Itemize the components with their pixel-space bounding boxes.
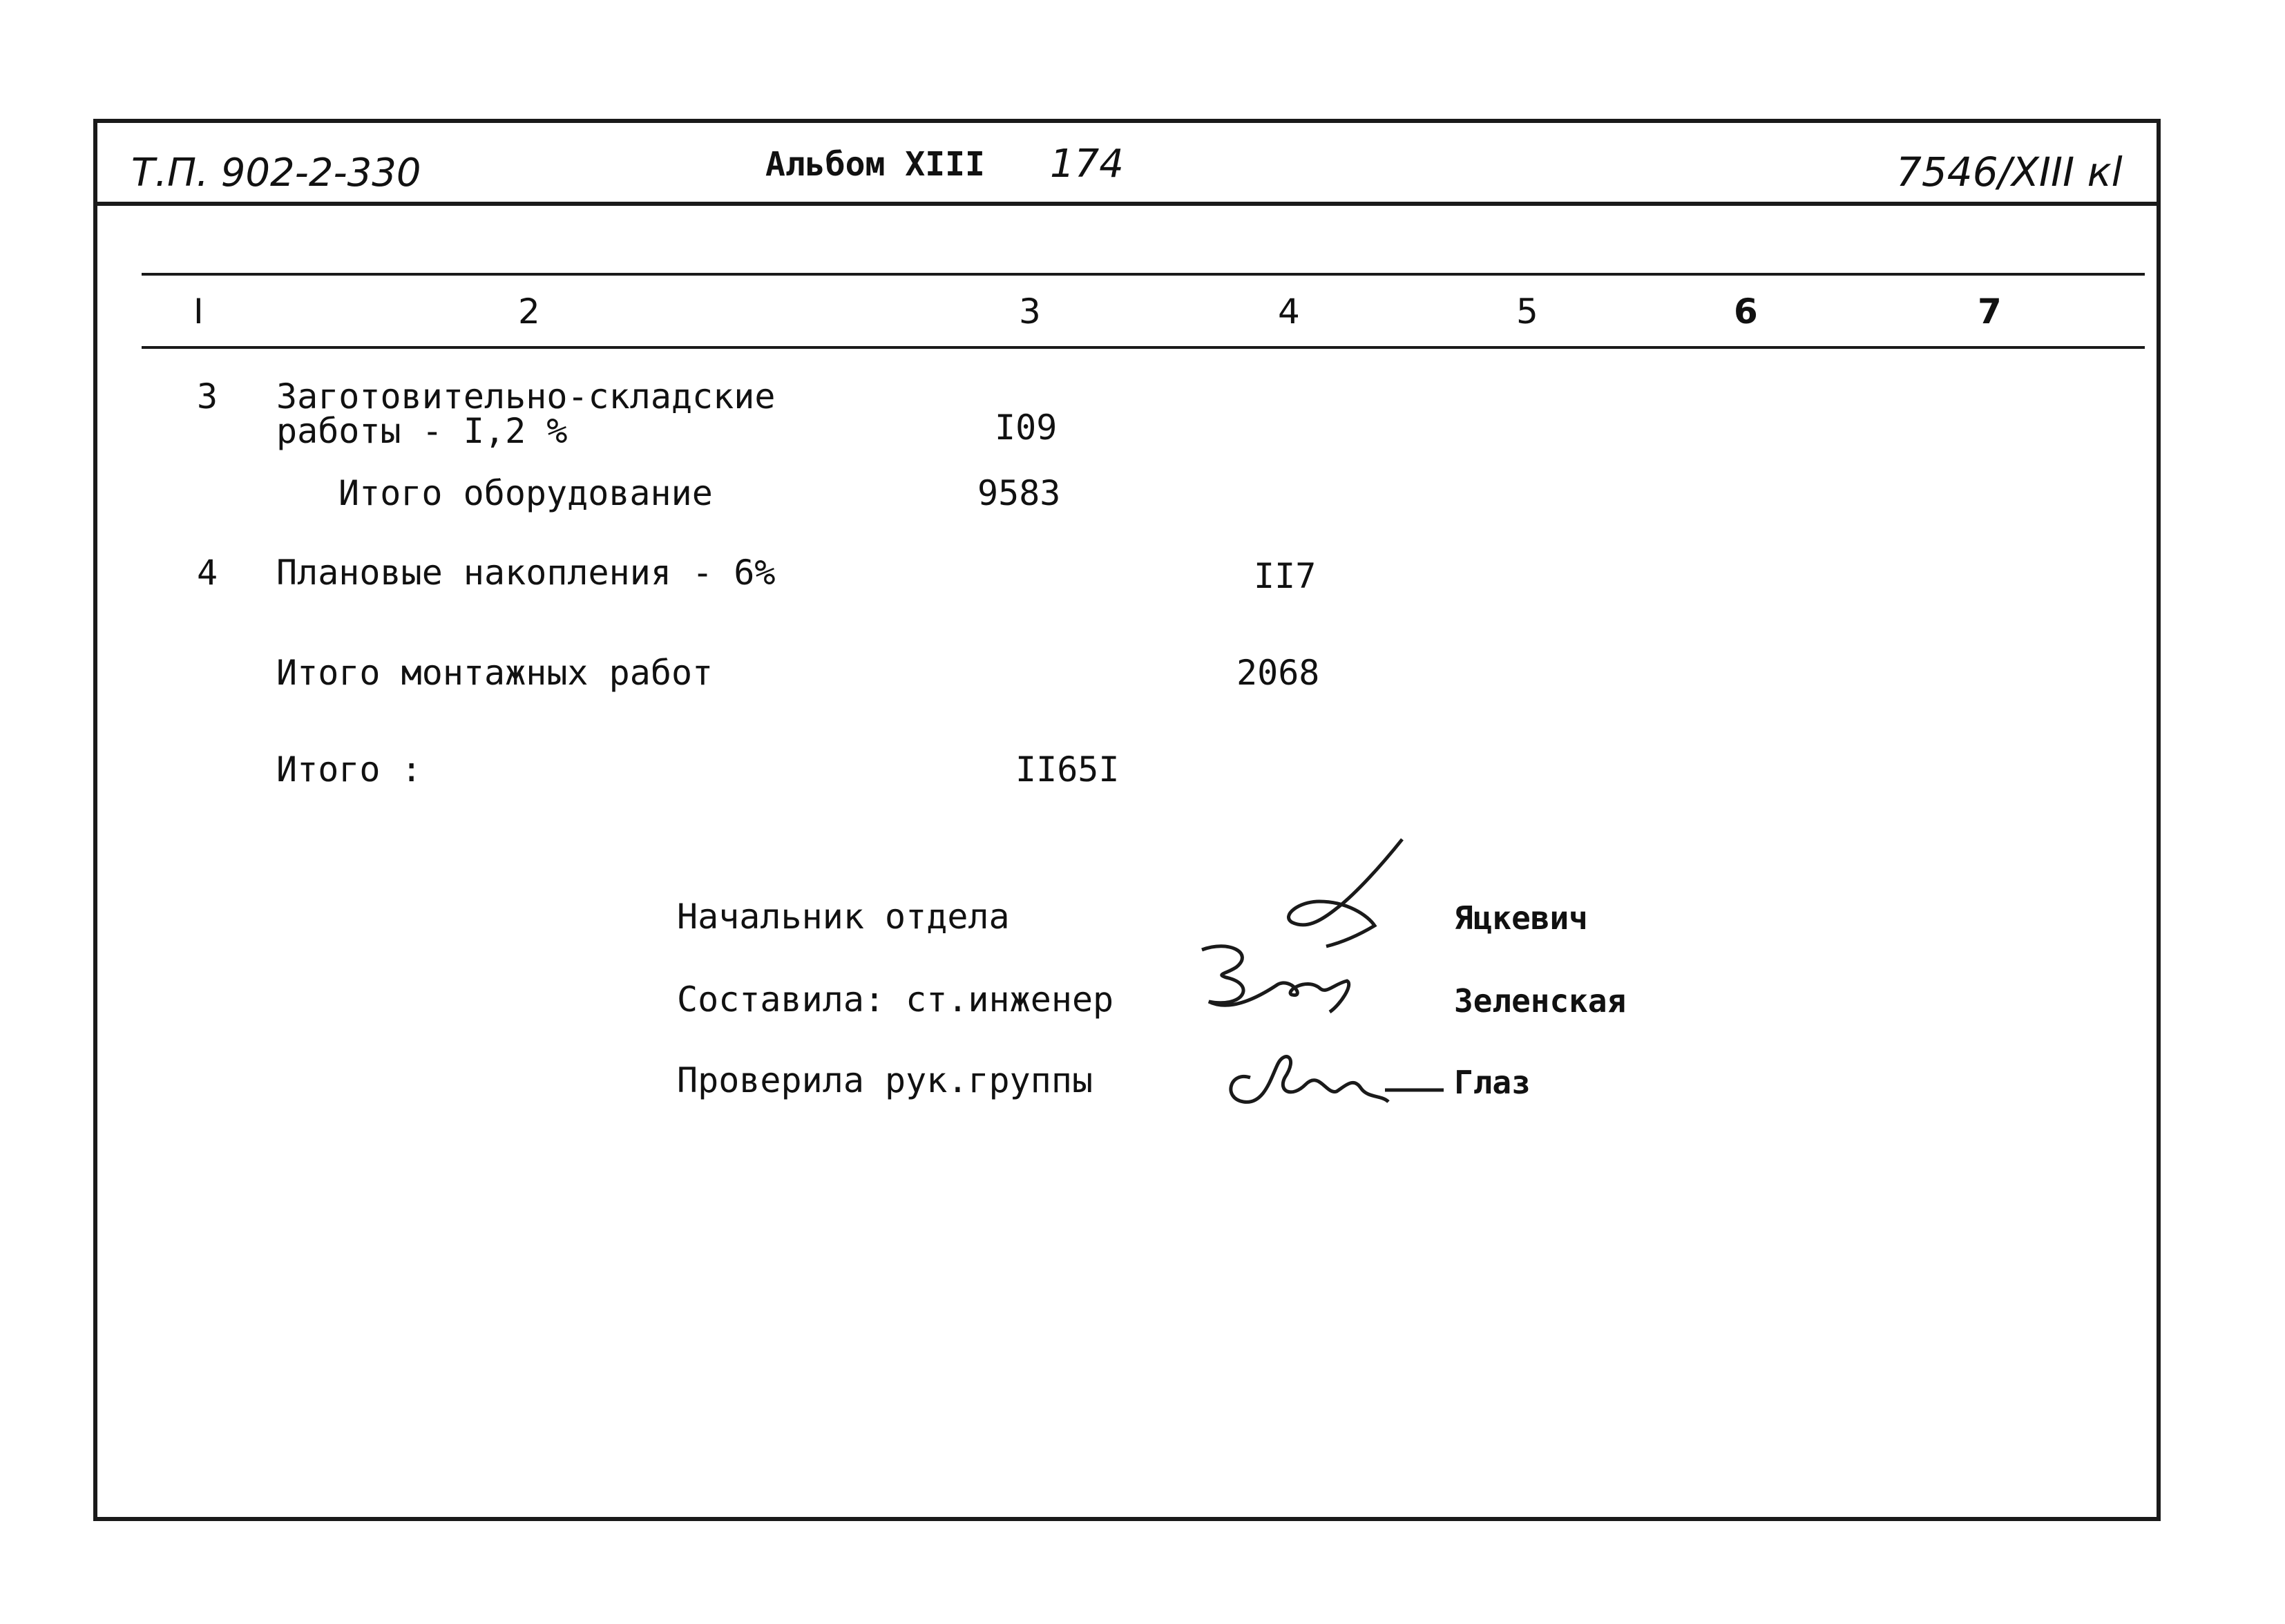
row-number: 3 <box>197 376 218 417</box>
total-value-col3: II65I <box>1015 749 1120 790</box>
signatory-name: Зеленская <box>1454 982 1627 1020</box>
signature-head <box>1271 832 1423 950</box>
signature-compiled <box>1188 936 1375 1019</box>
inventory-number: 7546/XIII кl <box>1896 149 2123 195</box>
header-divider <box>93 202 2161 206</box>
subtotal-label: Итого оборудование <box>338 473 713 513</box>
doc-code: Т.П. 902-2-330 <box>131 151 421 195</box>
row-value-col3: I09 <box>995 408 1058 448</box>
signature-role: Начальник отдела <box>677 897 1010 937</box>
signature-checked <box>1209 1036 1451 1112</box>
column-header-2: 2 <box>518 292 540 332</box>
total-label: Итого : <box>276 749 422 790</box>
subtotal-label: Итого монтажных работ <box>276 653 714 693</box>
column-header-band <box>142 273 2145 349</box>
row-description: Заготовительно-складские <box>276 376 776 417</box>
subtotal-value-col4: 2068 <box>1236 653 1320 693</box>
row-description: работы - I,2 % <box>276 411 568 451</box>
signatory-name: Яцкевич <box>1454 899 1588 937</box>
column-header-6: 6 <box>1734 292 1758 332</box>
subtotal-value-col3: 9583 <box>977 473 1061 513</box>
row-number: 4 <box>197 553 218 593</box>
column-header-5: 5 <box>1516 292 1538 332</box>
row-value-col4: II7 <box>1254 556 1317 596</box>
album-label: Альбом XIII <box>765 145 985 184</box>
column-header-7: 7 <box>1978 292 2002 332</box>
row-description: Плановые накопления - 6% <box>276 553 776 593</box>
signature-role: Составила: ст.инженер <box>677 980 1114 1020</box>
page-number: 174 <box>1050 142 1124 187</box>
signatory-name: Глаз <box>1454 1064 1531 1101</box>
signature-role: Проверила рук.группы <box>677 1060 1093 1100</box>
column-header-4: 4 <box>1278 292 1300 332</box>
column-header-3: 3 <box>1019 292 1041 332</box>
column-header-1: I <box>193 292 204 332</box>
